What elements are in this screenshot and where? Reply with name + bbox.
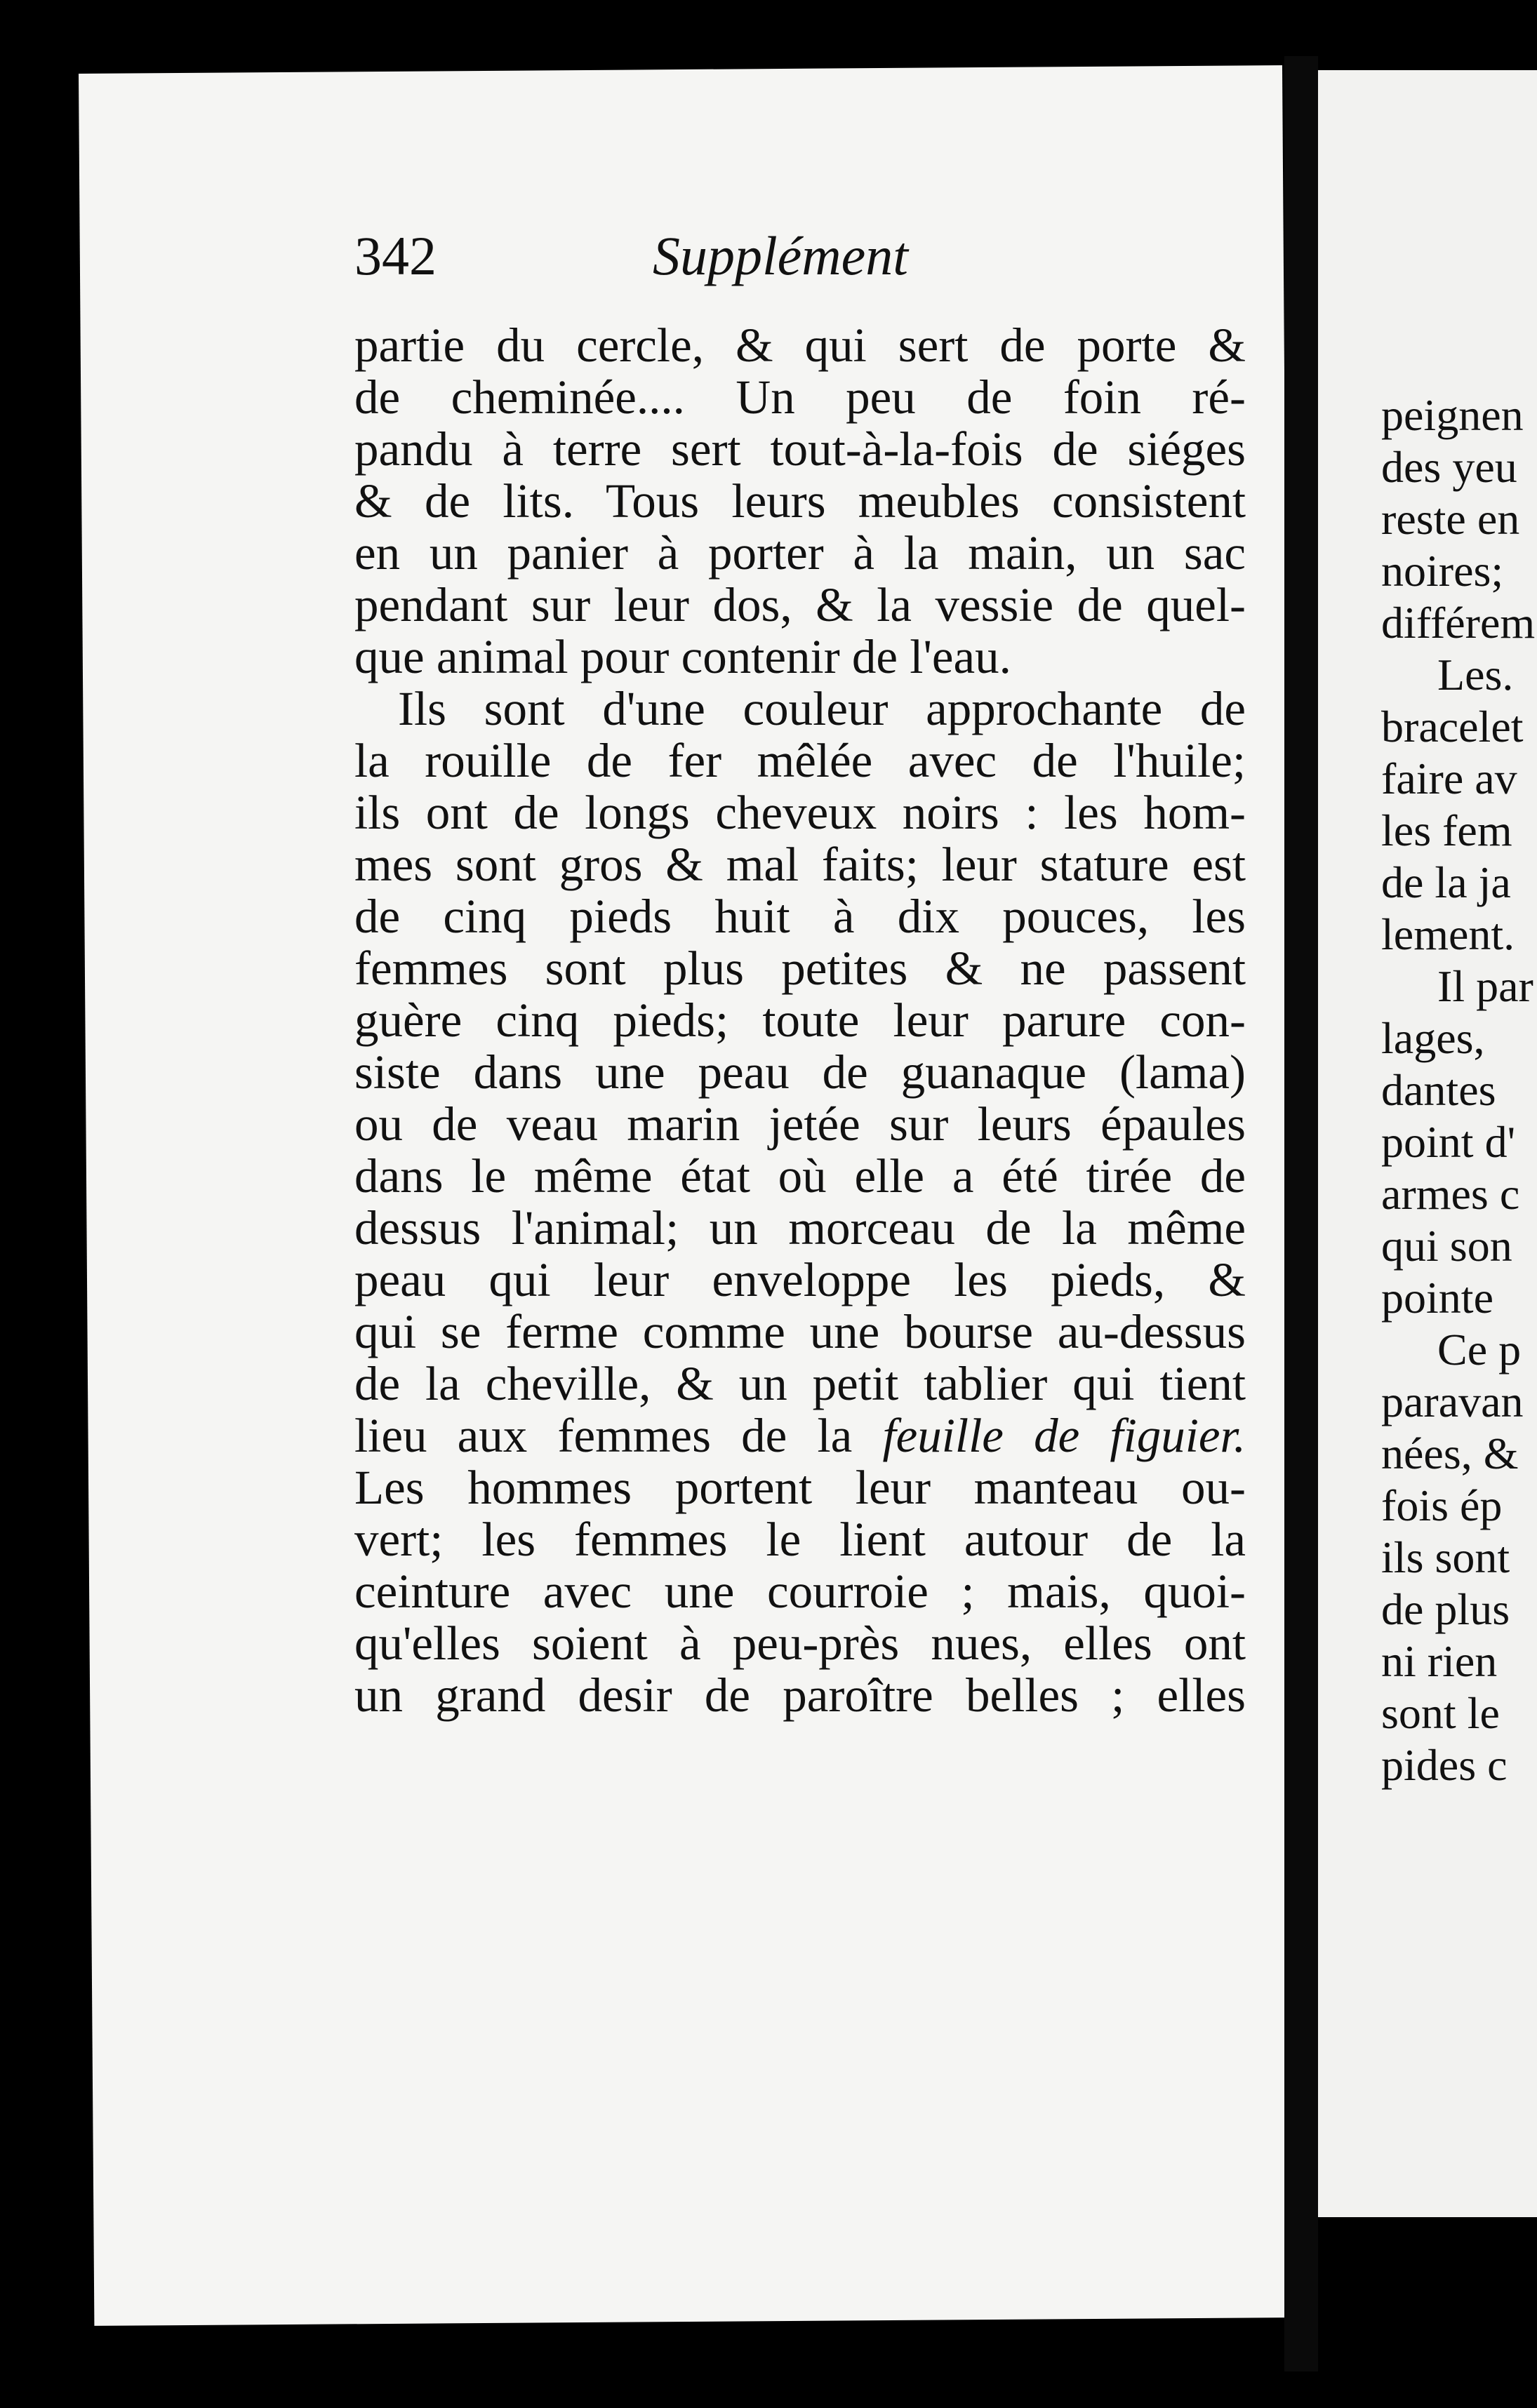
right-line: noires; [1381,546,1504,596]
right-page [1318,70,1537,2217]
right-line: les fem [1381,805,1512,855]
right-line: nées, & [1381,1429,1519,1478]
page-header [281,225,1263,302]
right-line: armes c [1381,1169,1520,1219]
italic-phrase: feuille de figuier. [882,1409,1246,1462]
right-line: de la ja [1381,857,1511,907]
text-line-with-italic [354,1410,1246,1461]
text-line: un grand desir de paroître belles ; elles [354,1668,1246,1722]
text-line: dans le même état où elle a été tirée de [354,1149,1246,1203]
text-line: ceinture avec une courroie ; mais, quoi- [354,1565,1246,1618]
text-line: siste dans une peau de guanaque (lama) [354,1045,1246,1099]
right-line: ils sont [1381,1532,1510,1582]
text-line: de cinq pieds huit à dix pouces, les [354,890,1246,943]
text-line: en un panier à porter à la main, un sac [354,526,1246,580]
right-line: de plus [1381,1584,1510,1634]
right-line: point d' [1381,1117,1516,1167]
right-line: bracelet [1381,702,1524,751]
right-line: lement. [1381,909,1515,959]
text-line: dessus l'animal; un morceau de la même [354,1201,1246,1255]
text-line: la rouille de fer mêlée avec de l'huile; [354,734,1246,787]
text-line: femmes sont plus petites & ne passent [354,942,1246,995]
paragraph-start-line: Ils sont d'une couleur approchante de [398,682,1246,735]
text-line: & de lits. Tous leurs meubles consistent [354,474,1246,528]
right-line: qui son [1381,1221,1512,1271]
running-title: Supplément [653,225,908,286]
text-span: lieu aux femmes de la [354,1409,853,1462]
right-line: paravan [1381,1377,1524,1426]
text-line: qui se ferme comme une bourse au-dessus [354,1305,1246,1358]
right-line: des yeu [1381,442,1517,492]
text-line: ils ont de longs cheveux noirs : les hom- [354,786,1246,839]
right-line: peignen [1381,390,1524,440]
text-line: peau qui leur enveloppe les pieds, & [354,1253,1246,1306]
text-line: pandu à terre sert tout-à-la-fois de siéges [354,422,1246,476]
right-line: Il par [1437,961,1533,1011]
text-line: de la cheville, & un petit tablier qui tient [354,1357,1246,1410]
right-line: Ce p [1437,1325,1522,1374]
page-number: 342 [354,225,437,286]
text-line: Les hommes portent leur manteau ou- [354,1461,1246,1514]
text-line: mes sont gros & mal faits; leur stature est [354,838,1246,891]
right-line: ni rien [1381,1636,1498,1686]
right-line: pides c [1381,1740,1508,1790]
text-line: vert; les femmes le lient autour de la [354,1513,1246,1566]
body-text [354,319,1246,1721]
right-line: pointe [1381,1273,1493,1323]
right-line: faire av [1381,754,1517,803]
right-page-text [1381,389,1535,1791]
text-line: qu'elles soient à peu-près nues, elles ont [354,1617,1246,1670]
text-line: pendant sur leur dos, & la vessie de quel- [354,578,1246,631]
right-line: différem [1381,598,1536,648]
right-line: fois ép [1381,1480,1503,1530]
text-line: partie du cercle, & qui sert de porte & [354,319,1246,372]
text-line: que animal pour contenir de l'eau. [354,630,1011,683]
right-line: dantes [1381,1065,1496,1115]
book-gutter [1284,56,1318,2372]
text-line: guère cinq pieds; toute leur parure con- [354,994,1246,1047]
right-line: reste en [1381,494,1520,544]
text-line: de cheminée.... Un peu de foin ré- [354,370,1246,424]
right-line: lages, [1381,1013,1485,1063]
right-line: Les. [1437,650,1514,700]
right-line: sont le [1381,1688,1500,1738]
text-line: ou de veau marin jetée sur leurs épaules [354,1097,1246,1151]
